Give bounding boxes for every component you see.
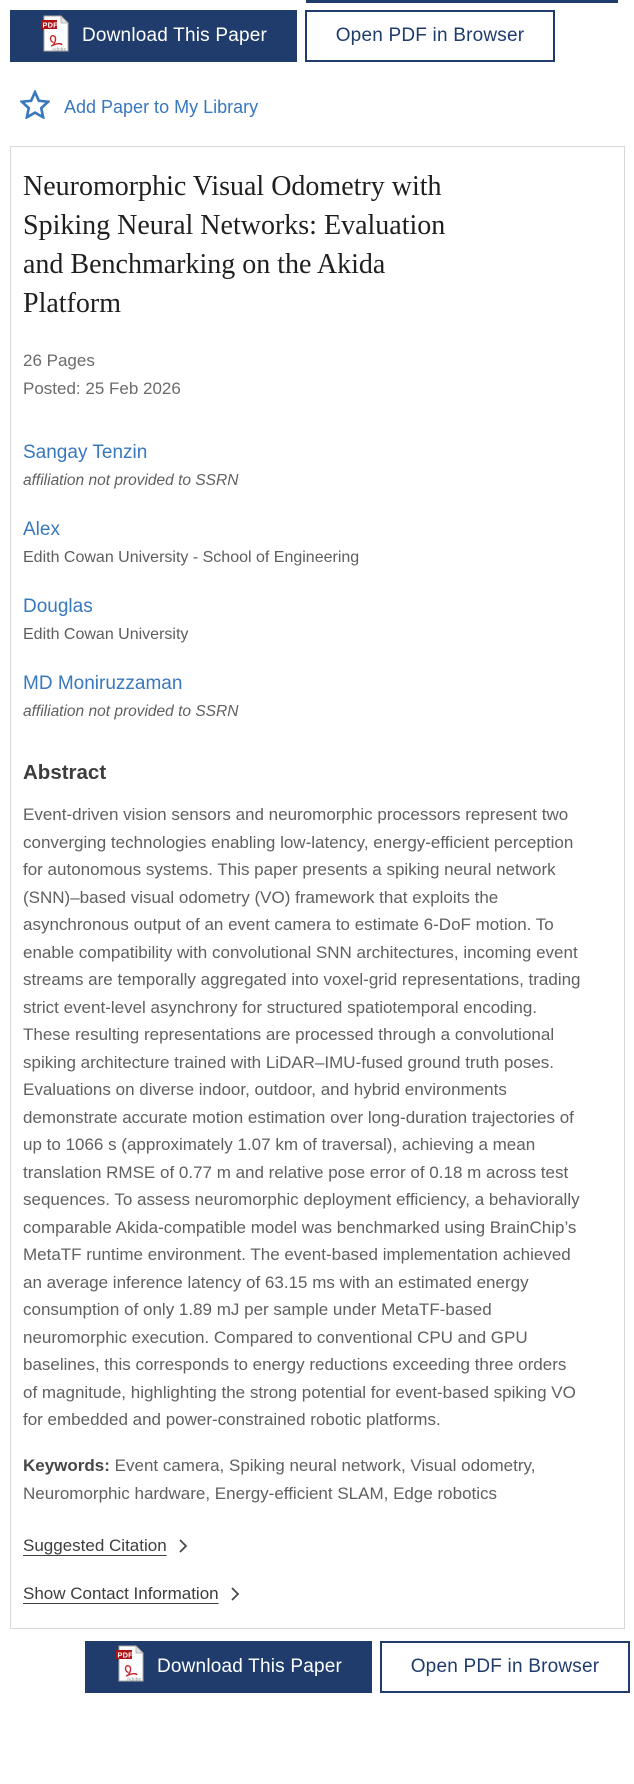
chevron-right-icon <box>178 1538 188 1554</box>
cropped-element-edge <box>306 0 618 3</box>
posted-date: Posted: 25 Feb 2026 <box>23 379 181 398</box>
add-to-library-label: Add Paper to My Library <box>64 96 259 117</box>
author-affiliation: affiliation not provided to SSRN <box>23 472 239 489</box>
paper-meta <box>23 347 604 403</box>
author-affiliation: affiliation not provided to SSRN <box>23 703 239 720</box>
download-paper-label: Download This Paper <box>156 1655 343 1677</box>
author-name-link[interactable]: Douglas <box>23 596 93 617</box>
top-action-bar <box>0 0 634 62</box>
bottom-action-bar <box>0 1641 634 1693</box>
author-affiliation: Edith Cowan University - School of Engineering <box>23 549 360 566</box>
suggested-citation-link[interactable] <box>23 1536 188 1556</box>
open-pdf-browser-label: Open PDF in Browser <box>335 25 525 46</box>
suggested-citation-label: Suggested Citation <box>23 1535 167 1555</box>
author-name-link[interactable]: Sangay Tenzin <box>23 442 148 463</box>
keywords <box>23 1452 583 1508</box>
chevron-right-icon <box>230 1586 240 1602</box>
paper-card <box>10 146 625 1629</box>
keywords-label: Keywords: <box>23 1455 110 1475</box>
download-paper-label: Download This Paper <box>81 25 268 46</box>
page-count: 26 Pages <box>23 351 95 370</box>
pdf-file-icon <box>40 15 69 58</box>
author-list <box>23 441 604 721</box>
author-name-link[interactable]: Alex <box>23 519 60 540</box>
paper-title: Neuromorphic Visual Odometry with Spiking Neural Networks: Evaluation and Benchmarking on the Akida Platform <box>23 171 446 319</box>
svg-text:Adobe: Adobe <box>51 46 67 52</box>
add-to-library-link[interactable] <box>20 90 258 124</box>
author-affiliation: Edith Cowan University <box>23 626 189 643</box>
svg-text:PDF: PDF <box>117 1650 133 1660</box>
download-paper-button-bottom[interactable] <box>85 1641 372 1693</box>
download-paper-button[interactable] <box>10 10 297 62</box>
author-entry <box>23 595 604 644</box>
author-entry <box>23 518 604 567</box>
author-entry <box>23 441 604 490</box>
pdf-file-icon <box>115 1645 144 1688</box>
show-contact-info-link[interactable] <box>23 1584 240 1604</box>
abstract-heading: Abstract <box>23 761 107 784</box>
open-pdf-browser-button-bottom[interactable] <box>380 1641 630 1693</box>
open-pdf-browser-button[interactable] <box>305 10 555 62</box>
keywords-value: Event camera, Spiking neural network, Visual odometry, Neuromorphic hardware, Energy-efficient SLAM, Edge robotics <box>23 1455 536 1503</box>
svg-text:Adobe: Adobe <box>126 1676 142 1682</box>
author-entry <box>23 672 604 721</box>
show-contact-info-label: Show Contact Information <box>23 1583 219 1603</box>
author-name-link[interactable]: MD Moniruzzaman <box>23 673 183 694</box>
open-pdf-browser-label: Open PDF in Browser <box>410 1655 600 1677</box>
svg-text:PDF: PDF <box>42 19 58 29</box>
abstract-text: Event-driven vision sensors and neuromorphic processors represent two converging technologies enabling low-latency, energy-efficient perception for autonomous systems. This paper presents a spiking neural network (SNN)–based visual odometry (VO) framework that exploits the asynchronous output of an event camera to estimate 6-DoF motion. To enable compatibility with convolutional SNN architectures, incoming event streams are temporally aggregated into voxel-grid representations, trading strict event-level asynchrony for structured spatiotemporal encoding. These resulting representations are processed through a convolutional spiking architecture trained with LiDAR–IMU-fused ground truth poses. Evaluations on diverse indoor, outdoor, and hybrid environments demonstrate accurate motion estimation over long-duration trajectories of up to 1066 s (approximately 1.07 km of traversal), achieving a mean translation RMSE of 0.77 m and relative pose error of 0.18 m across test sequences. To assess neuromorphic deployment efficiency, a behaviorally comparable Akida-compatible model was benchmarked using BrainChip’s MetaTF runtime environment. The event-based implementation achieved an average inference latency of 63.15 ms with an estimated energy consumption of only 1.89 mJ per sample under MetaTF-based neuromorphic execution. Compared to conventional CPU and GPU baselines, this corresponds to energy reductions exceeding three orders of magnitude, highlighting the strong potential for event-based spiking VO for embedded and power-constrained robotic platforms. <box>23 805 581 1429</box>
star-icon <box>20 90 50 124</box>
